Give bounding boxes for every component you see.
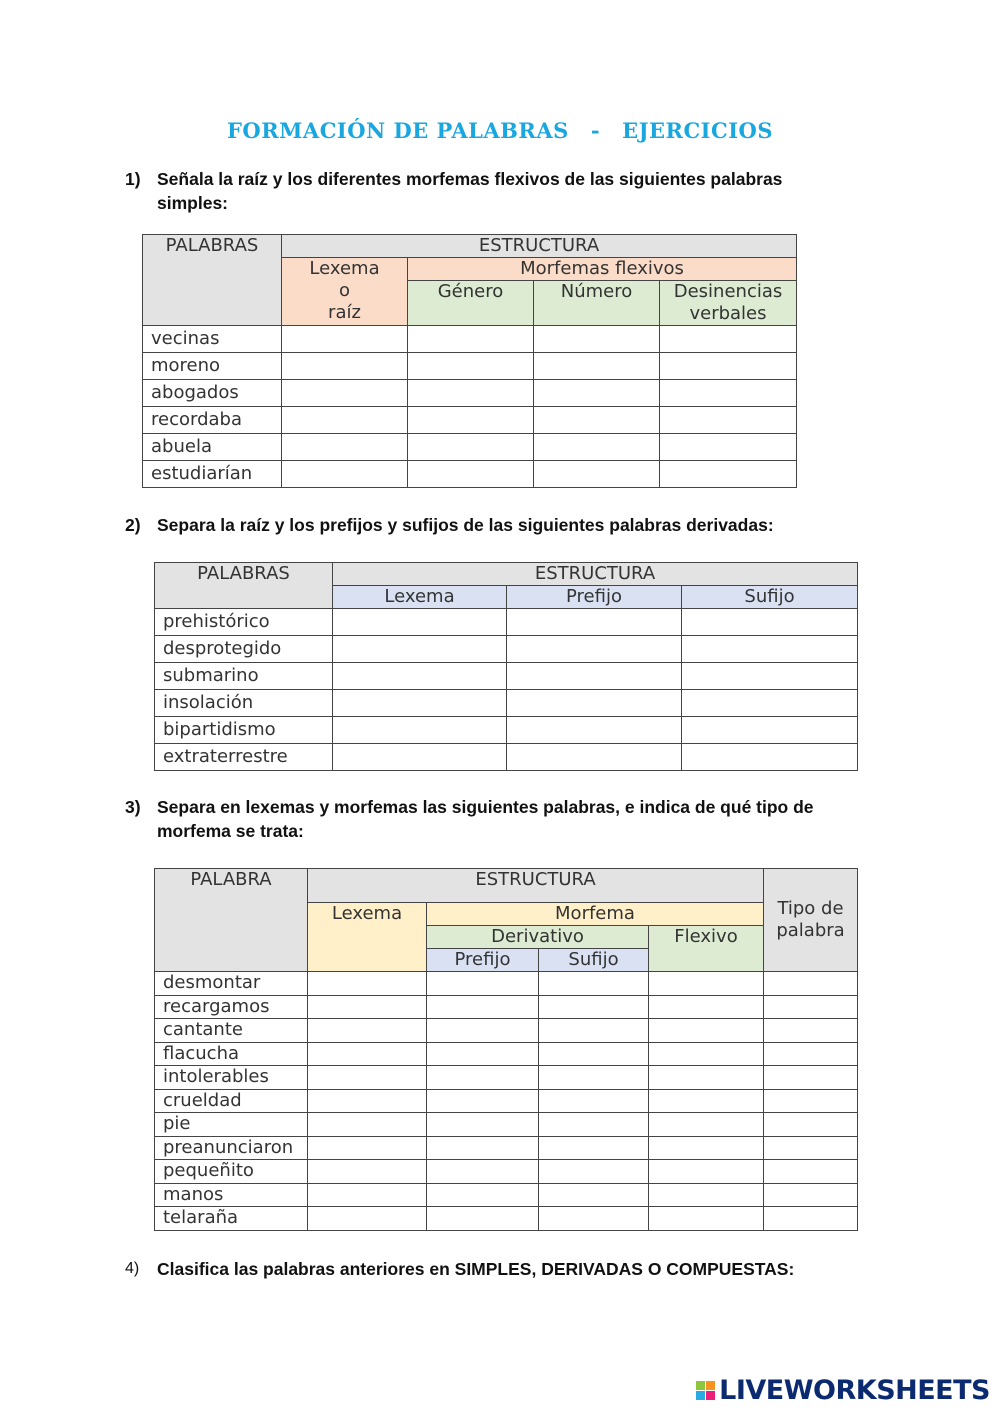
answer-cell[interactable] [308, 1136, 427, 1160]
answer-cell[interactable] [427, 1042, 539, 1066]
answer-cell[interactable] [660, 434, 797, 461]
word-cell: abuela [143, 434, 282, 461]
word-cell: vecinas [143, 326, 282, 353]
answer-cell[interactable] [649, 1183, 764, 1207]
table-3-header-lexema: Lexema [308, 903, 427, 972]
table-row [143, 461, 797, 488]
table-row [143, 353, 797, 380]
question-4 [125, 1257, 885, 1281]
answer-cell[interactable] [649, 1207, 764, 1231]
answer-cell[interactable] [333, 663, 507, 690]
answer-cell[interactable] [282, 380, 408, 407]
table-3-header-estructura: ESTRUCTURA [308, 869, 764, 903]
word-cell: insolación [155, 690, 333, 717]
answer-cell[interactable] [649, 1066, 764, 1090]
table-1-header-lexema [282, 258, 408, 326]
answer-cell[interactable] [539, 1160, 649, 1184]
table-row [155, 609, 858, 636]
lexema-line-3: raíz [328, 302, 361, 323]
answer-cell[interactable] [408, 380, 534, 407]
table-1-header-numero: Número [534, 281, 660, 326]
table-2-header-estructura: ESTRUCTURA [333, 563, 858, 586]
answer-cell[interactable] [539, 1113, 649, 1137]
table-row [155, 1066, 858, 1090]
answer-cell[interactable] [408, 434, 534, 461]
logo-text: LIVEWORKSHEETS [719, 1374, 990, 1406]
word-cell: preanunciaron [155, 1136, 308, 1160]
word-cell: prehistórico [155, 609, 333, 636]
table-row [155, 1183, 858, 1207]
table-row [155, 1113, 858, 1137]
table-row [143, 434, 797, 461]
answer-cell[interactable] [539, 1042, 649, 1066]
table-row [155, 744, 858, 771]
answer-cell[interactable] [764, 972, 858, 996]
table-row [143, 326, 797, 353]
answer-cell[interactable] [660, 407, 797, 434]
answer-cell[interactable] [649, 1113, 764, 1137]
word-cell: recargamos [155, 995, 308, 1019]
answer-cell[interactable] [427, 1019, 539, 1043]
table-row [155, 1160, 858, 1184]
table-row [155, 1019, 858, 1043]
table-2-header-sufijo: Sufijo [682, 586, 858, 609]
question-2-text: Separa la raíz y los prefijos y sufijos de las siguientes palabras derivadas: [157, 515, 774, 535]
answer-cell[interactable] [427, 995, 539, 1019]
answer-cell[interactable] [649, 1042, 764, 1066]
answer-cell[interactable] [539, 1089, 649, 1113]
answer-cell[interactable] [649, 995, 764, 1019]
answer-cell[interactable] [539, 995, 649, 1019]
word-cell: desmontar [155, 972, 308, 996]
word-cell: flacucha [155, 1042, 308, 1066]
question-1-text: Señala la raíz y los diferentes morfemas flexivos de las siguientes palabras simples: [157, 169, 783, 213]
answer-cell[interactable] [682, 717, 858, 744]
word-cell: crueldad [155, 1089, 308, 1113]
answer-cell[interactable] [427, 1136, 539, 1160]
title-separator: - [590, 118, 601, 143]
answer-cell[interactable] [507, 690, 682, 717]
answer-cell[interactable] [308, 1066, 427, 1090]
table-row [155, 636, 858, 663]
answer-cell[interactable] [333, 636, 507, 663]
answer-cell[interactable] [408, 326, 534, 353]
answer-cell[interactable] [507, 636, 682, 663]
answer-cell[interactable] [764, 995, 858, 1019]
answer-cell[interactable] [764, 1207, 858, 1231]
answer-cell[interactable] [507, 717, 682, 744]
answer-cell[interactable] [427, 1089, 539, 1113]
word-cell: pequeñito [155, 1160, 308, 1184]
question-4-text: Clasifica las palabras anteriores en SIMPLES, DERIVADAS O COMPUESTAS: [157, 1259, 795, 1279]
answer-cell[interactable] [534, 434, 660, 461]
answer-cell[interactable] [427, 1160, 539, 1184]
answer-cell[interactable] [764, 1136, 858, 1160]
answer-cell[interactable] [682, 636, 858, 663]
answer-cell[interactable] [649, 972, 764, 996]
answer-cell[interactable] [308, 1042, 427, 1066]
answer-cell[interactable] [333, 690, 507, 717]
table-2-header-lexema: Lexema [333, 586, 507, 609]
answer-cell[interactable] [534, 353, 660, 380]
answer-cell[interactable] [427, 1066, 539, 1090]
logo-mark-square [706, 1381, 715, 1390]
table-row [155, 995, 858, 1019]
answer-cell[interactable] [282, 353, 408, 380]
answer-cell[interactable] [764, 1066, 858, 1090]
answer-cell[interactable] [682, 663, 858, 690]
answer-cell[interactable] [682, 744, 858, 771]
word-cell: manos [155, 1183, 308, 1207]
table-1 [142, 234, 797, 488]
table-row [155, 690, 858, 717]
table-1-body [143, 326, 797, 488]
answer-cell[interactable] [534, 380, 660, 407]
answer-cell[interactable] [764, 1160, 858, 1184]
table-row [155, 1089, 858, 1113]
tipo-line-2: palabra [776, 920, 845, 941]
answer-cell[interactable] [764, 1089, 858, 1113]
answer-cell[interactable] [282, 461, 408, 488]
answer-cell[interactable] [539, 1183, 649, 1207]
answer-cell[interactable] [660, 353, 797, 380]
answer-cell[interactable] [427, 972, 539, 996]
logo-mark-square [696, 1391, 705, 1400]
table-row [155, 972, 858, 996]
answer-cell[interactable] [333, 717, 507, 744]
word-cell: bipartidismo [155, 717, 333, 744]
logo-mark-square [706, 1391, 715, 1400]
logo-mark-square [696, 1381, 705, 1390]
word-cell: recordaba [143, 407, 282, 434]
table-row [143, 407, 797, 434]
answer-cell[interactable] [427, 1207, 539, 1231]
table-3 [154, 868, 858, 1231]
question-3-text: Separa en lexemas y morfemas las siguientes palabras, e indica de qué tipo de morfema se trata: [157, 797, 814, 841]
question-4-number: 4) [125, 1260, 140, 1277]
table-row [143, 380, 797, 407]
table-3-header-derivativo: Derivativo [427, 926, 649, 949]
answer-cell[interactable] [408, 353, 534, 380]
answer-cell[interactable] [539, 1207, 649, 1231]
answer-cell[interactable] [682, 609, 858, 636]
table-1-header-genero: Género [408, 281, 534, 326]
answer-cell[interactable] [649, 1019, 764, 1043]
table-3-header-palabra: PALABRA [155, 869, 308, 972]
table-2-header-palabras: PALABRAS [155, 563, 333, 609]
answer-cell[interactable] [408, 461, 534, 488]
table-2 [154, 562, 858, 771]
word-cell: intolerables [155, 1066, 308, 1090]
desinencias-line-2: verbales [689, 303, 767, 324]
answer-cell[interactable] [660, 326, 797, 353]
title-right: EJERCICIOS [622, 118, 773, 143]
word-cell: cantante [155, 1019, 308, 1043]
answer-cell[interactable] [333, 744, 507, 771]
table-2-body [155, 609, 858, 771]
word-cell: submarino [155, 663, 333, 690]
table-row [155, 1207, 858, 1231]
answer-cell[interactable] [308, 1089, 427, 1113]
answer-cell[interactable] [282, 434, 408, 461]
answer-cell[interactable] [308, 1207, 427, 1231]
table-3-header-morfema: Morfema [427, 903, 764, 926]
table-1-header-morfemas-flexivos: Morfemas flexivos [408, 258, 797, 281]
lexema-line-2: o [338, 280, 350, 301]
answer-cell[interactable] [308, 1160, 427, 1184]
lexema-line-1: Lexema [309, 258, 380, 279]
logo-mark-icon [696, 1381, 715, 1400]
answer-cell[interactable] [507, 663, 682, 690]
word-cell: estudiarían [143, 461, 282, 488]
answer-cell[interactable] [534, 461, 660, 488]
table-2-header-prefijo: Prefijo [507, 586, 682, 609]
answer-cell[interactable] [539, 1066, 649, 1090]
table-3-header-sufijo: Sufijo [539, 949, 649, 972]
answer-cell[interactable] [649, 1160, 764, 1184]
worksheet-title [0, 118, 1000, 143]
answer-cell[interactable] [539, 972, 649, 996]
tipo-line-1: Tipo de [777, 898, 844, 919]
answer-cell[interactable] [282, 326, 408, 353]
question-2-number: 2) [125, 515, 141, 535]
answer-cell[interactable] [764, 1042, 858, 1066]
table-row [155, 663, 858, 690]
answer-cell[interactable] [649, 1136, 764, 1160]
answer-cell[interactable] [333, 609, 507, 636]
answer-cell[interactable] [308, 1113, 427, 1137]
word-cell: telaraña [155, 1207, 308, 1231]
word-cell: moreno [143, 353, 282, 380]
question-1 [125, 167, 845, 215]
answer-cell[interactable] [308, 972, 427, 996]
answer-cell[interactable] [682, 690, 858, 717]
table-1-header-palabras: PALABRAS [143, 235, 282, 326]
answer-cell[interactable] [427, 1113, 539, 1137]
question-3 [125, 795, 865, 843]
table-1-header-estructura: ESTRUCTURA [282, 235, 797, 258]
table-3-header-tipo [764, 869, 858, 972]
answer-cell[interactable] [649, 1089, 764, 1113]
answer-cell[interactable] [408, 407, 534, 434]
answer-cell[interactable] [764, 1019, 858, 1043]
answer-cell[interactable] [308, 995, 427, 1019]
table-3-body [155, 972, 858, 1231]
word-cell: desprotegido [155, 636, 333, 663]
answer-cell[interactable] [660, 461, 797, 488]
answer-cell[interactable] [764, 1113, 858, 1137]
table-row [155, 1042, 858, 1066]
table-1-header-desinencias [660, 281, 797, 326]
question-3-number: 3) [125, 797, 141, 817]
answer-cell[interactable] [764, 1183, 858, 1207]
answer-cell[interactable] [282, 407, 408, 434]
liveworksheets-logo [696, 1375, 990, 1405]
table-row [155, 1136, 858, 1160]
answer-cell[interactable] [539, 1019, 649, 1043]
answer-cell[interactable] [427, 1183, 539, 1207]
question-1-number: 1) [125, 169, 141, 189]
title-left: FORMACIÓN DE PALABRAS [227, 118, 569, 143]
word-cell: abogados [143, 380, 282, 407]
table-3-header-prefijo: Prefijo [427, 949, 539, 972]
answer-cell[interactable] [534, 407, 660, 434]
word-cell: extraterrestre [155, 744, 333, 771]
answer-cell[interactable] [308, 1183, 427, 1207]
answer-cell[interactable] [534, 326, 660, 353]
table-row [155, 717, 858, 744]
desinencias-line-1: Desinencias [673, 281, 783, 302]
table-3-header-flexivo: Flexivo [649, 926, 764, 972]
answer-cell[interactable] [308, 1019, 427, 1043]
answer-cell[interactable] [507, 609, 682, 636]
answer-cell[interactable] [660, 380, 797, 407]
question-2 [125, 513, 865, 537]
answer-cell[interactable] [507, 744, 682, 771]
answer-cell[interactable] [539, 1136, 649, 1160]
word-cell: pie [155, 1113, 308, 1137]
